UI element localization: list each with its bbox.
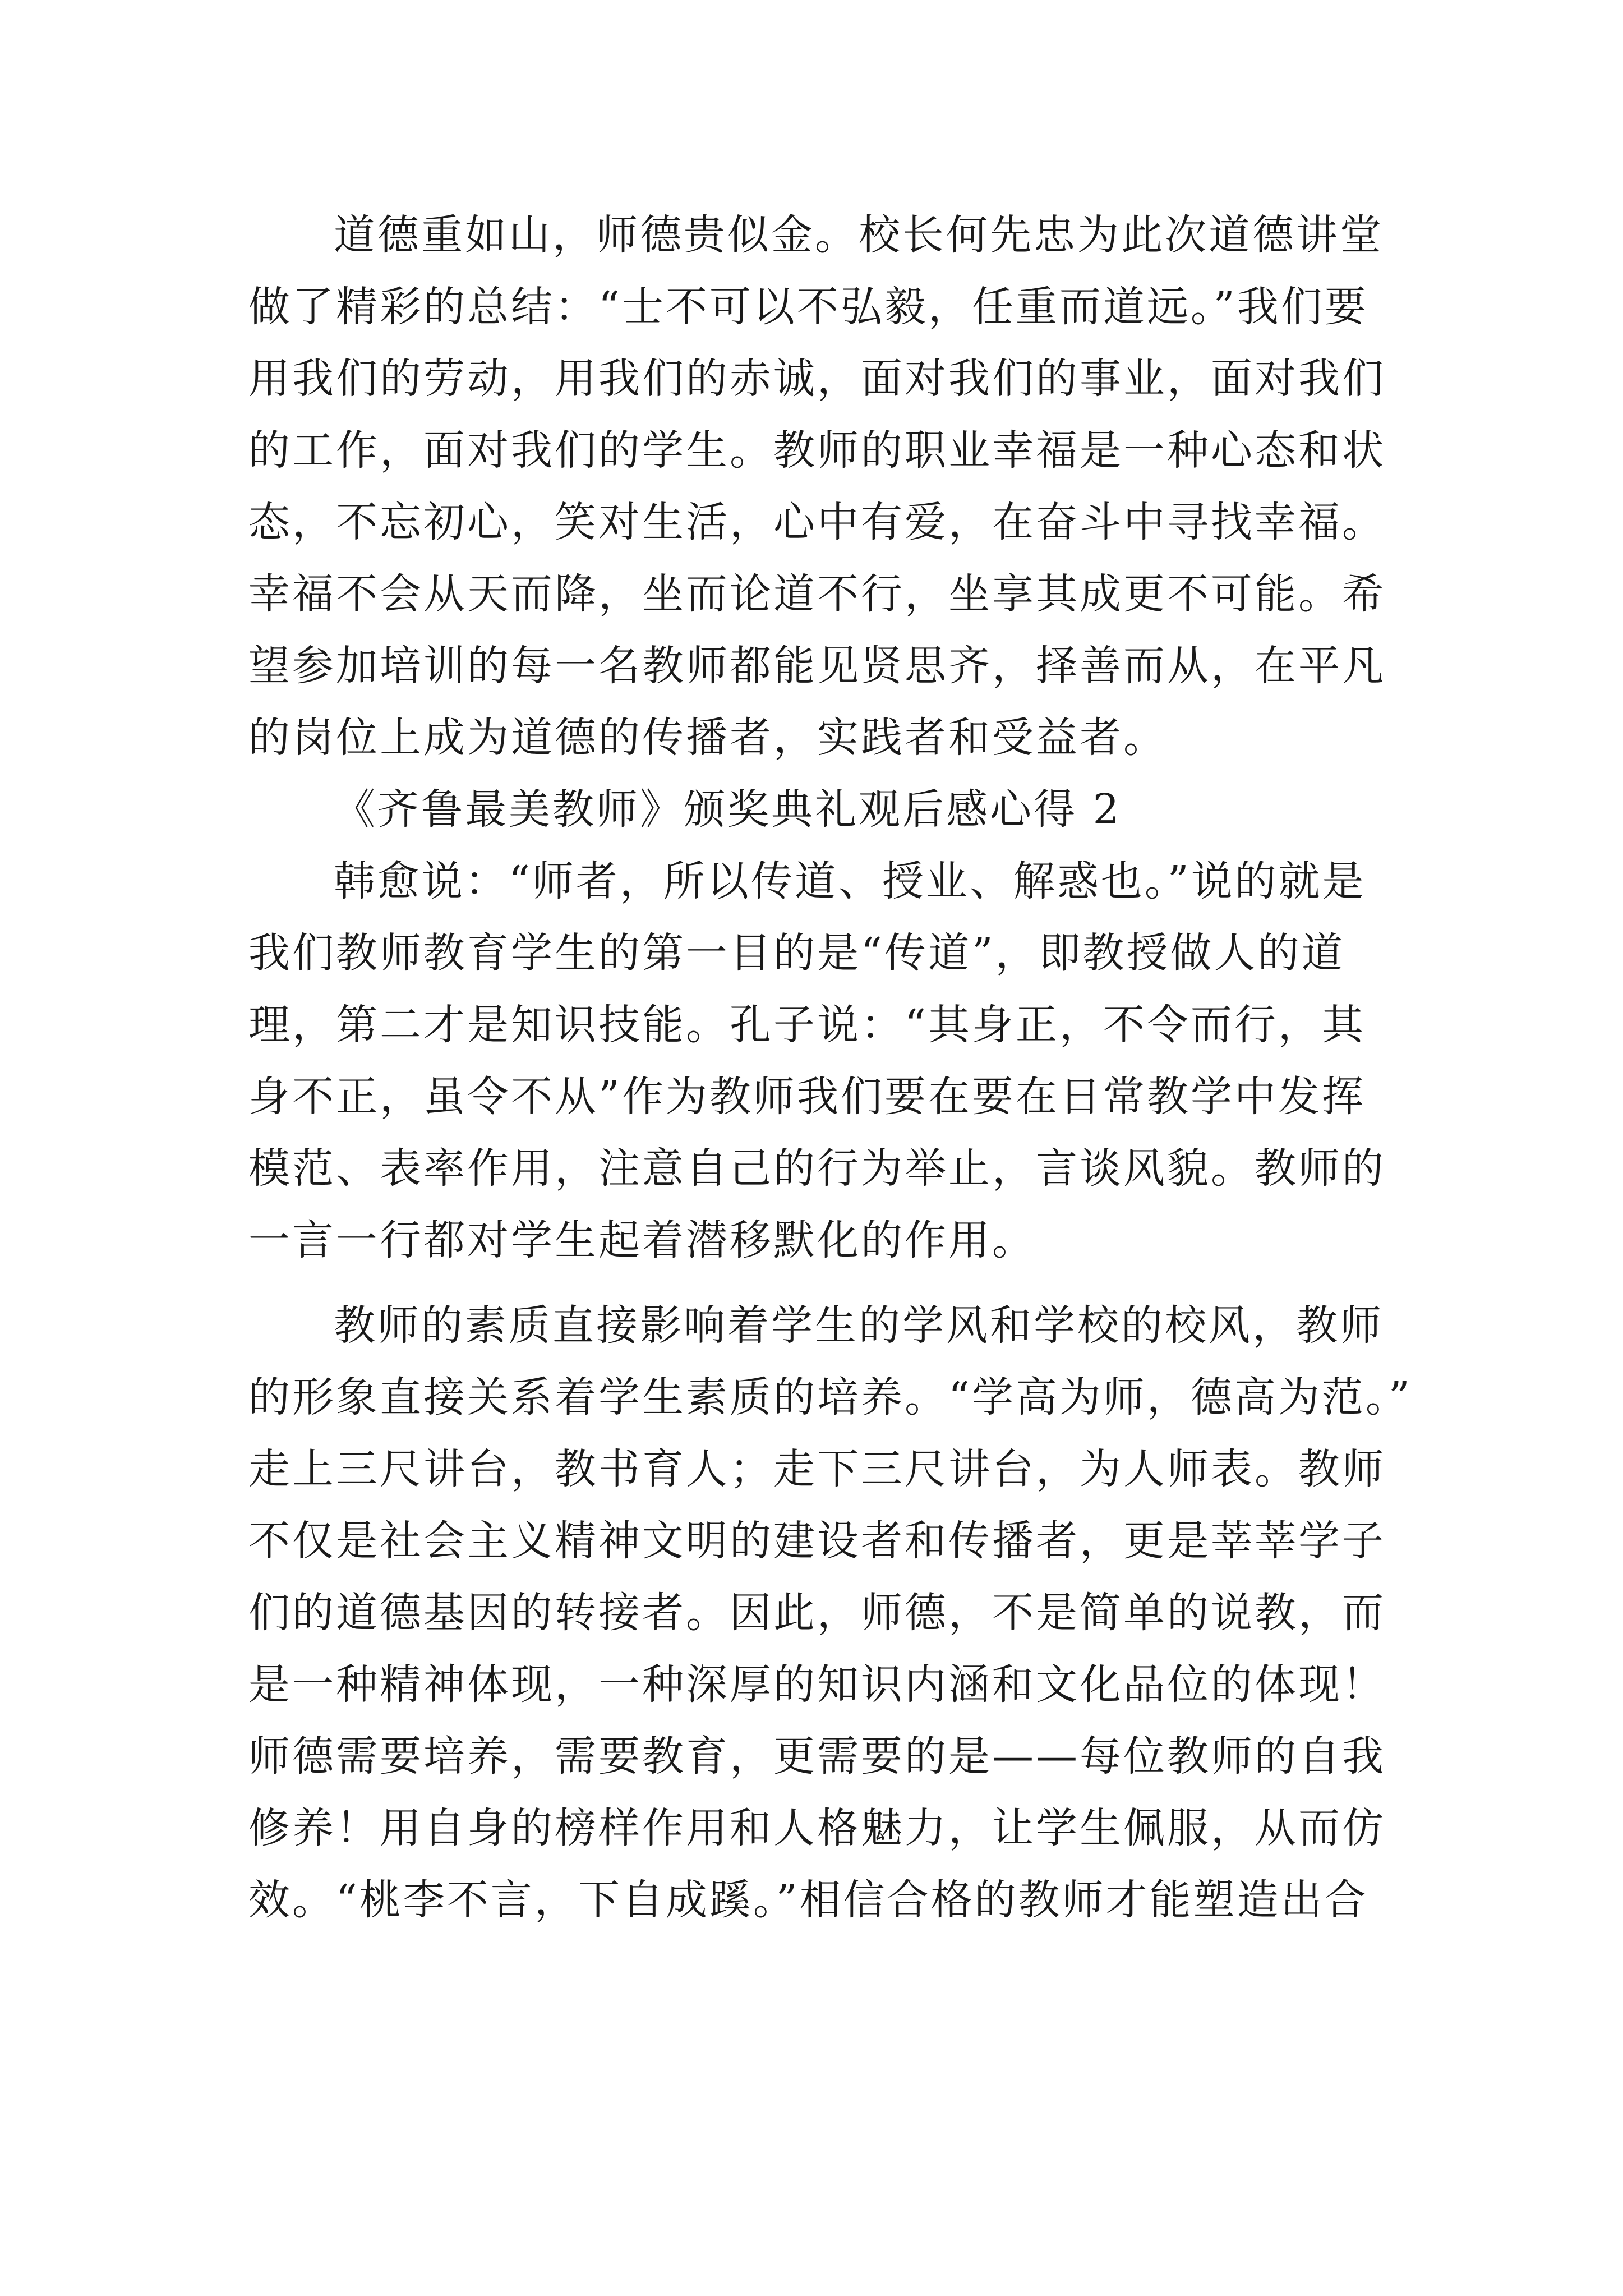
text-line: 是一种精神体现，一种深厚的知识内涵和文化品位的体现！ [248, 1660, 1386, 1709]
text-line: 用我们的劳动，用我们的赤诚，面对我们的事业，面对我们 [248, 355, 1386, 403]
text-line: 幸福不会从天而降，坐而论道不行，坐享其成更不可能。希 [248, 570, 1386, 618]
text-line: 我们教师教育学生的第一目的是“传道”，即教授做人的道 [248, 929, 1345, 977]
text-line: 的岗位上成为道德的传播者，实践者和受益者。 [248, 714, 1167, 762]
text-line: 们的道德基因的转接者。因此，师德，不是简单的说教，而 [248, 1589, 1386, 1637]
text-line: 道德重如山，师德贵似金。校长何先忠为此次道德讲堂 [334, 211, 1384, 259]
text-line: 望参加培训的每一名教师都能见贤思齐，择善而从，在平凡 [248, 642, 1386, 690]
text-line: 效。“桃李不言，下自成蹊。”相信合格的教师才能塑造出合 [248, 1876, 1368, 1924]
text-line: 不仅是社会主义精神文明的建设者和传播者，更是莘莘学子 [248, 1517, 1386, 1565]
section-heading: 《齐鲁最美教师》颁奖典礼观后感心得 2 [334, 785, 1122, 834]
text-line: 教师的素质直接影响着学生的学风和学校的校风，教师 [334, 1301, 1384, 1350]
document-body [248, 199, 1412, 1936]
text-line: 的形象直接关系着学生素质的培养。“学高为师，德高为范。” [248, 1373, 1412, 1421]
text-line: 理，第二才是知识技能。孔子说：“其身正，不令而行，其 [248, 1001, 1366, 1049]
text-line: 修养！用自身的榜样作用和人格魅力，让学生佩服，从而仿 [248, 1804, 1386, 1852]
text-line: 走上三尺讲台，教书育人；走下三尺讲台，为人师表。教师 [248, 1445, 1386, 1493]
text-line: 一言一行都对学生起着潜移默化的作用。 [248, 1216, 1036, 1264]
text-line: 师德需要培养，需要教育，更需要的是——每位教师的自我 [248, 1732, 1386, 1780]
text-line: 的工作，面对我们的学生。教师的职业幸福是一种心态和状 [248, 426, 1386, 475]
text-line: 模范、表率作用，注意自己的行为举止，言谈风貌。教师的 [248, 1144, 1386, 1193]
text-line: 态，不忘初心，笑对生活，心中有爱，在奋斗中寻找幸福。 [248, 498, 1386, 546]
text-line: 身不正，虽令不从”作为教师我们要在要在日常教学中发挥 [248, 1073, 1366, 1121]
text-line: 做了精彩的总结：“士不可以不弘毅，任重而道远。”我们要 [248, 283, 1368, 331]
text-line: 韩愈说：“师者，所以传道、授业、解惑也。”说的就是 [334, 857, 1366, 905]
